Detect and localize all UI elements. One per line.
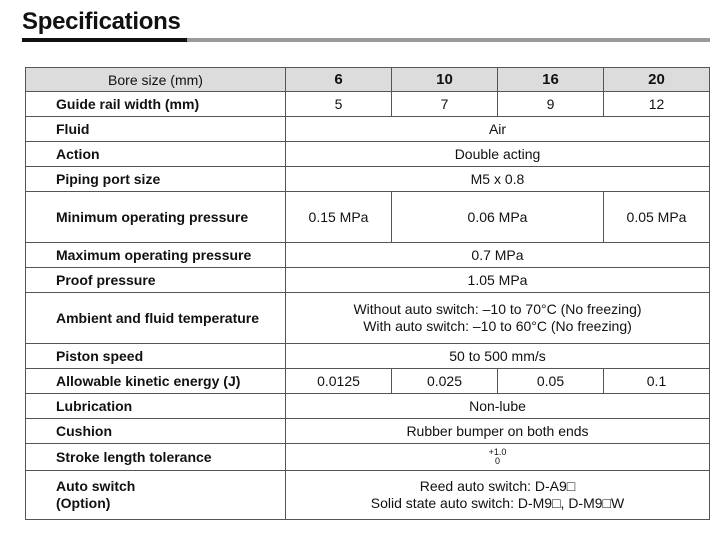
stroke-tolerance-stack: [489, 448, 507, 466]
header-row: [26, 68, 710, 92]
fluid-value: Air: [286, 117, 710, 142]
row-action: [26, 142, 710, 167]
row-auto-switch: [26, 471, 710, 520]
min-pressure-10-16: 0.06 MPa: [392, 192, 604, 243]
temperature-with-switch: With auto switch: –10 to 60°C (No freezing): [363, 318, 632, 334]
proof-pressure-value: 1.05 MPa: [286, 268, 710, 293]
lubrication-label: Lubrication: [26, 394, 286, 419]
min-pressure-6: 0.15 MPa: [286, 192, 392, 243]
row-lubrication: [26, 394, 710, 419]
kinetic-energy-label: Allowable kinetic energy (J): [26, 369, 286, 394]
bore-size-header: Bore size (mm): [26, 68, 286, 92]
guide-rail-10: 7: [392, 92, 498, 117]
stroke-tolerance-label: Stroke length tolerance: [26, 444, 286, 471]
auto-switch-value: [286, 471, 710, 520]
bore-6-header: 6: [286, 68, 392, 92]
row-maximum-operating-pressure: [26, 243, 710, 268]
cushion-value: Rubber bumper on both ends: [286, 419, 710, 444]
kinetic-energy-6: 0.0125: [286, 369, 392, 394]
action-value: Double acting: [286, 142, 710, 167]
guide-rail-width-label: Guide rail width (mm): [26, 92, 286, 117]
guide-rail-16: 9: [498, 92, 604, 117]
row-stroke-length-tolerance: [26, 444, 710, 471]
piping-port-size-value: M5 x 0.8: [286, 167, 710, 192]
action-label: Action: [26, 142, 286, 167]
page-title: Specifications: [22, 8, 181, 35]
proof-pressure-label: Proof pressure: [26, 268, 286, 293]
auto-switch-label-line1: Auto switch: [56, 478, 136, 494]
min-pressure-20: 0.05 MPa: [604, 192, 710, 243]
row-minimum-operating-pressure: [26, 192, 710, 243]
specifications-table: [25, 67, 710, 520]
min-pressure-label: Minimum operating pressure: [26, 192, 286, 243]
auto-switch-label: [26, 471, 286, 520]
row-fluid: [26, 117, 710, 142]
stroke-tolerance-lower: 0: [494, 456, 500, 467]
piston-speed-label: Piston speed: [26, 344, 286, 369]
title-underline-accent: [22, 38, 187, 42]
row-guide-rail-width: [26, 92, 710, 117]
kinetic-energy-20: 0.1: [604, 369, 710, 394]
auto-switch-reed: Reed auto switch: D-A9□: [419, 478, 576, 494]
kinetic-energy-16: 0.05: [498, 369, 604, 394]
max-pressure-label: Maximum operating pressure: [26, 243, 286, 268]
title-underline: [22, 38, 710, 42]
max-pressure-value: 0.7 MPa: [286, 243, 710, 268]
auto-switch-label-line2: (Option): [56, 495, 111, 511]
row-piping-port-size: [26, 167, 710, 192]
guide-rail-20: 12: [604, 92, 710, 117]
lubrication-value: Non-lube: [286, 394, 710, 419]
bore-20-header: 20: [604, 68, 710, 92]
row-ambient-fluid-temperature: [26, 293, 710, 344]
fluid-label: Fluid: [26, 117, 286, 142]
row-proof-pressure: [26, 268, 710, 293]
stroke-tolerance-upper: +1.0: [488, 447, 507, 458]
bore-10-header: 10: [392, 68, 498, 92]
row-piston-speed: [26, 344, 710, 369]
guide-rail-6: 5: [286, 92, 392, 117]
kinetic-energy-10: 0.025: [392, 369, 498, 394]
stroke-tolerance-value: [286, 444, 710, 471]
row-cushion: [26, 419, 710, 444]
temperature-without-switch: Without auto switch: –10 to 70°C (No freezing): [353, 301, 642, 317]
temperature-value: [286, 293, 710, 344]
row-allowable-kinetic-energy: [26, 369, 710, 394]
bore-16-header: 16: [498, 68, 604, 92]
piston-speed-value: 50 to 500 mm/s: [286, 344, 710, 369]
auto-switch-solid-state: Solid state auto switch: D-M9□, D-M9□W: [370, 495, 625, 511]
temperature-label: Ambient and fluid temperature: [26, 293, 286, 344]
piping-port-size-label: Piping port size: [26, 167, 286, 192]
cushion-label: Cushion: [26, 419, 286, 444]
